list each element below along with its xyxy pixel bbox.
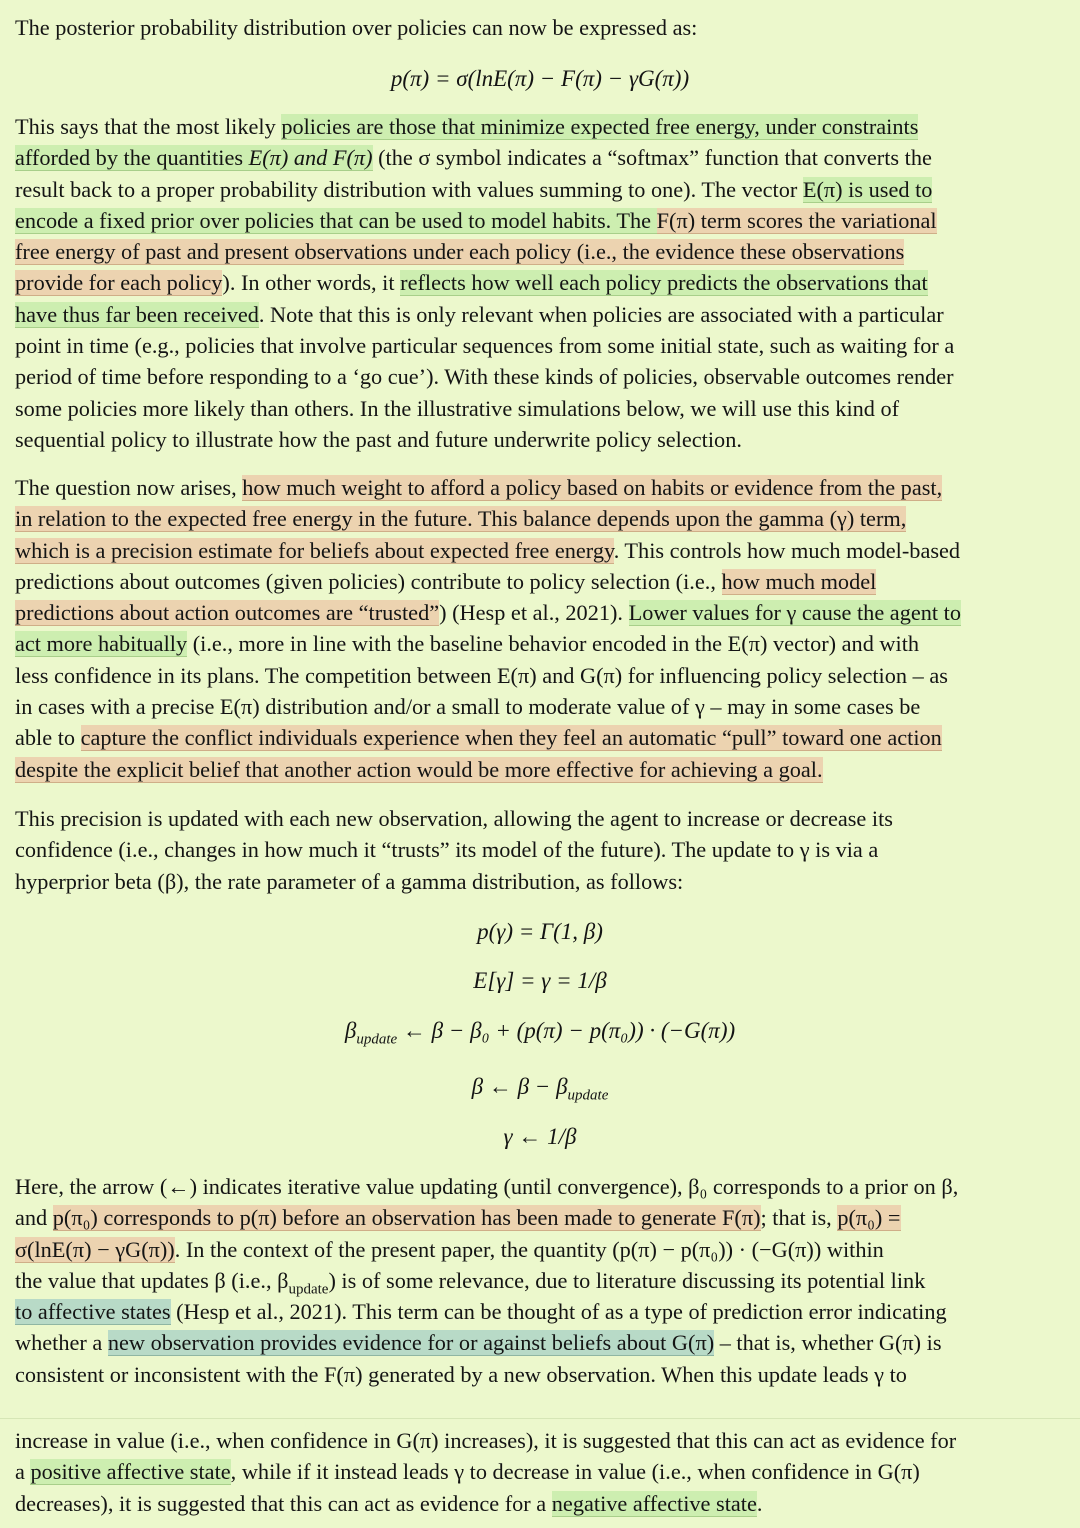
highlight-green: E(π) is used to: [802, 176, 933, 202]
highlight-orange: how much weight to afford a policy based on habits or evidence from the past,: [242, 475, 943, 500]
highlight-orange: free energy of past and present observations under each policy (i.e., the evidence these observations: [15, 239, 905, 265]
paragraph-update-explanation: Here, the arrow (←) indicates iterative value updating (until convergence), β₀ corresponds to a prior on β, and p(π₀) corresponds to p(π) before an observation has been made to generate F(π); that is, p(π₀) = σ(lnE(π) − γG(π)). In the context of the present paper, the quantity (p(π) − p(π₀)) · (−G(π)) within the value that updates β (i.e., $\beta_{update}$) is of some relevance, due to literature discussing its potential link to affective states (Hesp et al., 2021). This term can be thought of as a type of prediction error indicating whether a new observation provides evidence for or against beliefs about G(π) – that is, whether G(π) is consistent or inconsistent with the F(π) generated by a new observation. When this update leads γ to: [15, 1174, 959, 1387]
paragraph-affective-states: increase in value (i.e., when confidence in G(π) increases), it is suggested that this can act as evidence for a positive affective state, while if it instead leads γ to decrease in value (i.e., when confidence in G(π) decreases), it is suggested that this can act as evidence for a negative affective state.: [15, 1428, 957, 1516]
highlight-orange: capture the conflict individuals experience when they feel an automatic “pull” toward one action: [80, 725, 942, 751]
paragraph-policy-posterior: This says that the most likely policies are those that minimize expected free energy, under constraints afforded by the quantities E(π) and F(π) (the σ symbol indicates a “softmax” function that converts the result back to a proper probability distribution with values summing to one). The vector E(π) is used to encode a fixed prior over policies that can be used to model habits. The F(π) term scores the variational free energy of past and present observations under each policy (i.e., the evidence these observations provide for each policy). In other words, it reflects how well each policy predicts the observations that have thus far been received. Note that this is only relevant when policies are associated with a particular point in time (e.g., policies that involve particular sequences from some initial state, such as waiting for a period of time before responding to a ‘go cue’). With these kinds of policies, observable outcomes render some policies more likely than others. In the illustrative simulations below, we will use this kind of sequential policy to illustrate how the past and future underwrite policy selection.: [15, 114, 955, 452]
page-divider: [0, 1418, 1080, 1419]
equation-gamma-assign: γ ← 1/β: [503, 1124, 577, 1149]
highlight-green: positive affective state: [30, 1459, 231, 1485]
highlight-orange: F(π) term scores the variational: [656, 207, 937, 233]
highlight-green: negative affective state: [551, 1490, 757, 1516]
highlight-orange: how much model: [721, 568, 877, 594]
highlight-green: reflects how well each policy predicts the observations that: [400, 270, 928, 296]
paragraph-gamma-precision: The question now arises, how much weight to afford a policy based on habits or evidence from the past, in relation to the expected free energy in the future. This balance depends upon the gamma (γ) term, which is a precision estimate for beliefs about expected free energy. This controls how much model-based predictions about outcomes (given policies) contribute to policy selection (i.e., how much model predictions about action outcomes are “trusted”) (Hesp et al., 2021). Lower values for γ cause the agent to act more habitually (i.e., more in line with the baseline behavior encoded in the E(π) vector) and with less confidence in its plans. The competition between E(π) and G(π) for influencing policy selection – as in cases with a precise E(π) distribution and/or a small to moderate value of γ – may in some cases be able to capture the conflict individuals experience when they feel an automatic “pull” toward one action despite the explicit belief that another action would be more effective for achieving a goal.: [15, 475, 962, 782]
intro-line: The posterior probability distribution over policies can now be expressed as:: [15, 15, 698, 40]
equation-gamma-prior: p(γ) = Γ(1, β): [477, 919, 603, 944]
highlight-orange: p(π₀) corresponds to p(π) before an observation has been made to generate F(π): [52, 1205, 761, 1231]
highlight-green: policies are those that minimize expected free energy, under constraints: [281, 114, 919, 139]
highlight-orange: σ(lnE(π) − γG(π)): [15, 1236, 175, 1262]
highlight-orange: despite the explicit belief that another action would be more effective for achieving a goal.: [15, 756, 823, 782]
equation-beta-update: $\beta_{update}$ ← β − β₀ + (p(π) − p(π₀)) · (−G(π)): [344, 1018, 736, 1048]
highlight-green: act more habitually: [15, 631, 188, 657]
highlight-orange: provide for each policy: [15, 270, 223, 296]
highlight-green: have thus far been received: [15, 301, 259, 327]
highlight-orange: in relation to the expected free energy in the future. This balance depends upon the gamma (γ) term,: [15, 506, 907, 532]
equation-posterior: p(π) = σ(lnE(π) − F(π) − γG(π)): [390, 66, 690, 91]
equation-beta-assign: β ← $\beta - \beta_{update}$: [471, 1074, 609, 1104]
highlight-green: Lower values for γ cause the agent to: [628, 600, 962, 626]
paragraph-precision-update: This precision is updated with each new observation, allowing the agent to increase or decrease its confidence (i.e., changes in how much it “trusts” its model of the future). The update to γ is via a hyperprior beta (β), the rate parameter of a gamma distribution, as follows:: [15, 806, 893, 894]
equation-gamma-expectation: E[γ] = γ = 1/β: [473, 968, 607, 993]
highlight-blue: new observation provides evidence for or against beliefs about G(π): [107, 1330, 715, 1356]
highlight-orange: predictions about action outcomes are “trusted”: [15, 600, 440, 626]
highlight-green: afforded by the quantities E(π) and F(π): [15, 145, 373, 171]
highlight-blue: to affective states: [15, 1299, 171, 1325]
highlight-orange: which is a precision estimate for beliefs about expected free energy: [15, 537, 614, 563]
highlight-orange: p(π₀) =: [837, 1205, 901, 1231]
highlight-green: encode a fixed prior over policies that can be used to model habits. The: [15, 207, 657, 233]
